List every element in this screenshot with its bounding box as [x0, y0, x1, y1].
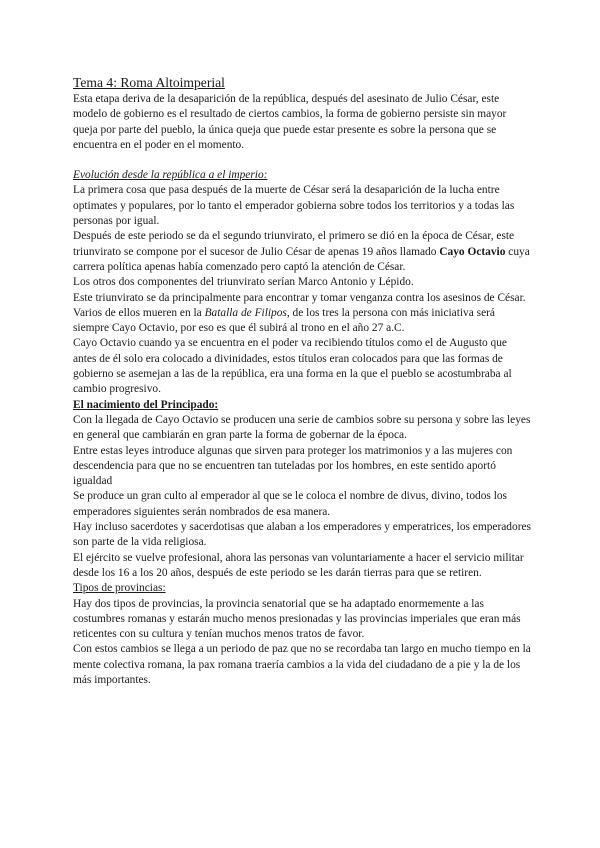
italic-term: Batalla de Filipos [204, 306, 287, 319]
section-heading-principado: El nacimiento del Principado: [73, 398, 219, 411]
paragraph: El ejército se vuelve profesional, ahora las personas van voluntariamente a hacer el servicio militar desde los 16 a los 20 años, después de este periodo se les darán tierras para que se retiren. [73, 551, 524, 579]
paragraph: Este triunvirato se da principalmente para encontrar y tomar venganza contra los asesinos de César. [73, 291, 526, 304]
paragraph: Entre estas leyes introduce algunas que sirven para proteger los matrimonios y a las mujeres con descendencia para que no se encuentren tan tuteladas por los hombres, en este sentido aportó igualdad [73, 444, 513, 488]
paragraph: Hay dos tipos de provincias, la provincia senatorial que se ha adaptado enormemente a las costumbres romanas y estarán mucho menos presionadas y las provincias imperiales que eran más reticentes con su cultura y tenían muchos menos tratos de favor. [73, 597, 521, 641]
document-title: Tema 4: Roma Altoimperial [73, 75, 225, 90]
paragraph: Con estos cambios se llega a un periodo de paz que no se recordaba tan largo en mucho tiempo en la mente colectiva romana, la pax romana traería cambios a la vida del ciudadano de a pie y la de los más importantes. [73, 643, 531, 686]
paragraph-text: cuya carrera política apenas había comenzado pero captó la atención de César. [73, 245, 530, 273]
paragraph [73, 229, 531, 275]
paragraph-text: Varios de ellos mueren en la [73, 306, 205, 319]
paragraph: Cayo Octavio cuando ya se encuentra en el poder va recibiendo títulos como el de Augusto que antes de él solo era colocado a divinidades, estos títulos eran colocados para que las formas de gobierno se asemejan a las de la república, era una forma en la que el pueblo se acostumbraba al cambio progresivo. [73, 337, 512, 396]
bold-name: Cayo Octavio [439, 245, 506, 258]
paragraph: Con la llegada de Cayo Octavio se producen una serie de cambios sobre su persona y sobre las leyes en general que cambiarán en gran parte la forma de gobernar de la época. [73, 413, 531, 442]
document-body [73, 74, 531, 688]
spacer [73, 153, 531, 168]
section-heading-evolucion: Evolución desde la república a el imperio: [73, 169, 268, 182]
paragraph-text: Después de este periodo se da el segundo triunvirato, el primero se dió en la época de César, este triunvirato se compone por el sucesor de Julio César de apenas 19 años llamado [73, 230, 515, 258]
paragraph: La primera cosa que pasa después de la muerte de César será la desaparición de la lucha entre optimates y populares, por lo tanto el emperador gobierna sobre todos los territorios y a todas las personas por igual. [73, 184, 515, 228]
paragraph [73, 306, 531, 337]
section-heading-provincias: Tipos de provincias: [73, 582, 166, 595]
paragraph: Se produce un gran culto al emperador al que se le coloca el nombre de divus, divino, todos los emperadores siguientes serán nombrados de esa manera. [73, 490, 507, 518]
paragraph: Hay incluso sacerdotes y sacerdotisas que alaban a los emperadores y emperatrices, los emperadores son parte de la vida religiosa. [73, 521, 531, 549]
paragraph-text: , de los tres la persona con más iniciativa será siempre Cayo Octavio, por eso es que él subirá al trono en el año 27 a.C. [73, 306, 495, 335]
intro-paragraph: Esta etapa deriva de la desaparición de la república, después del asesinato de Julio César, este modelo de gobierno es el resultado de ciertos cambios, la forma de gobierno persiste sin mayor queja por parte del pueblo, la única queja que puede estar presente es sobre la persona que se encuentra en el poder en el momento. [73, 93, 507, 151]
paragraph: Los otros dos componentes del triunvirato serían Marco Antonio y Lépido. [73, 276, 414, 289]
